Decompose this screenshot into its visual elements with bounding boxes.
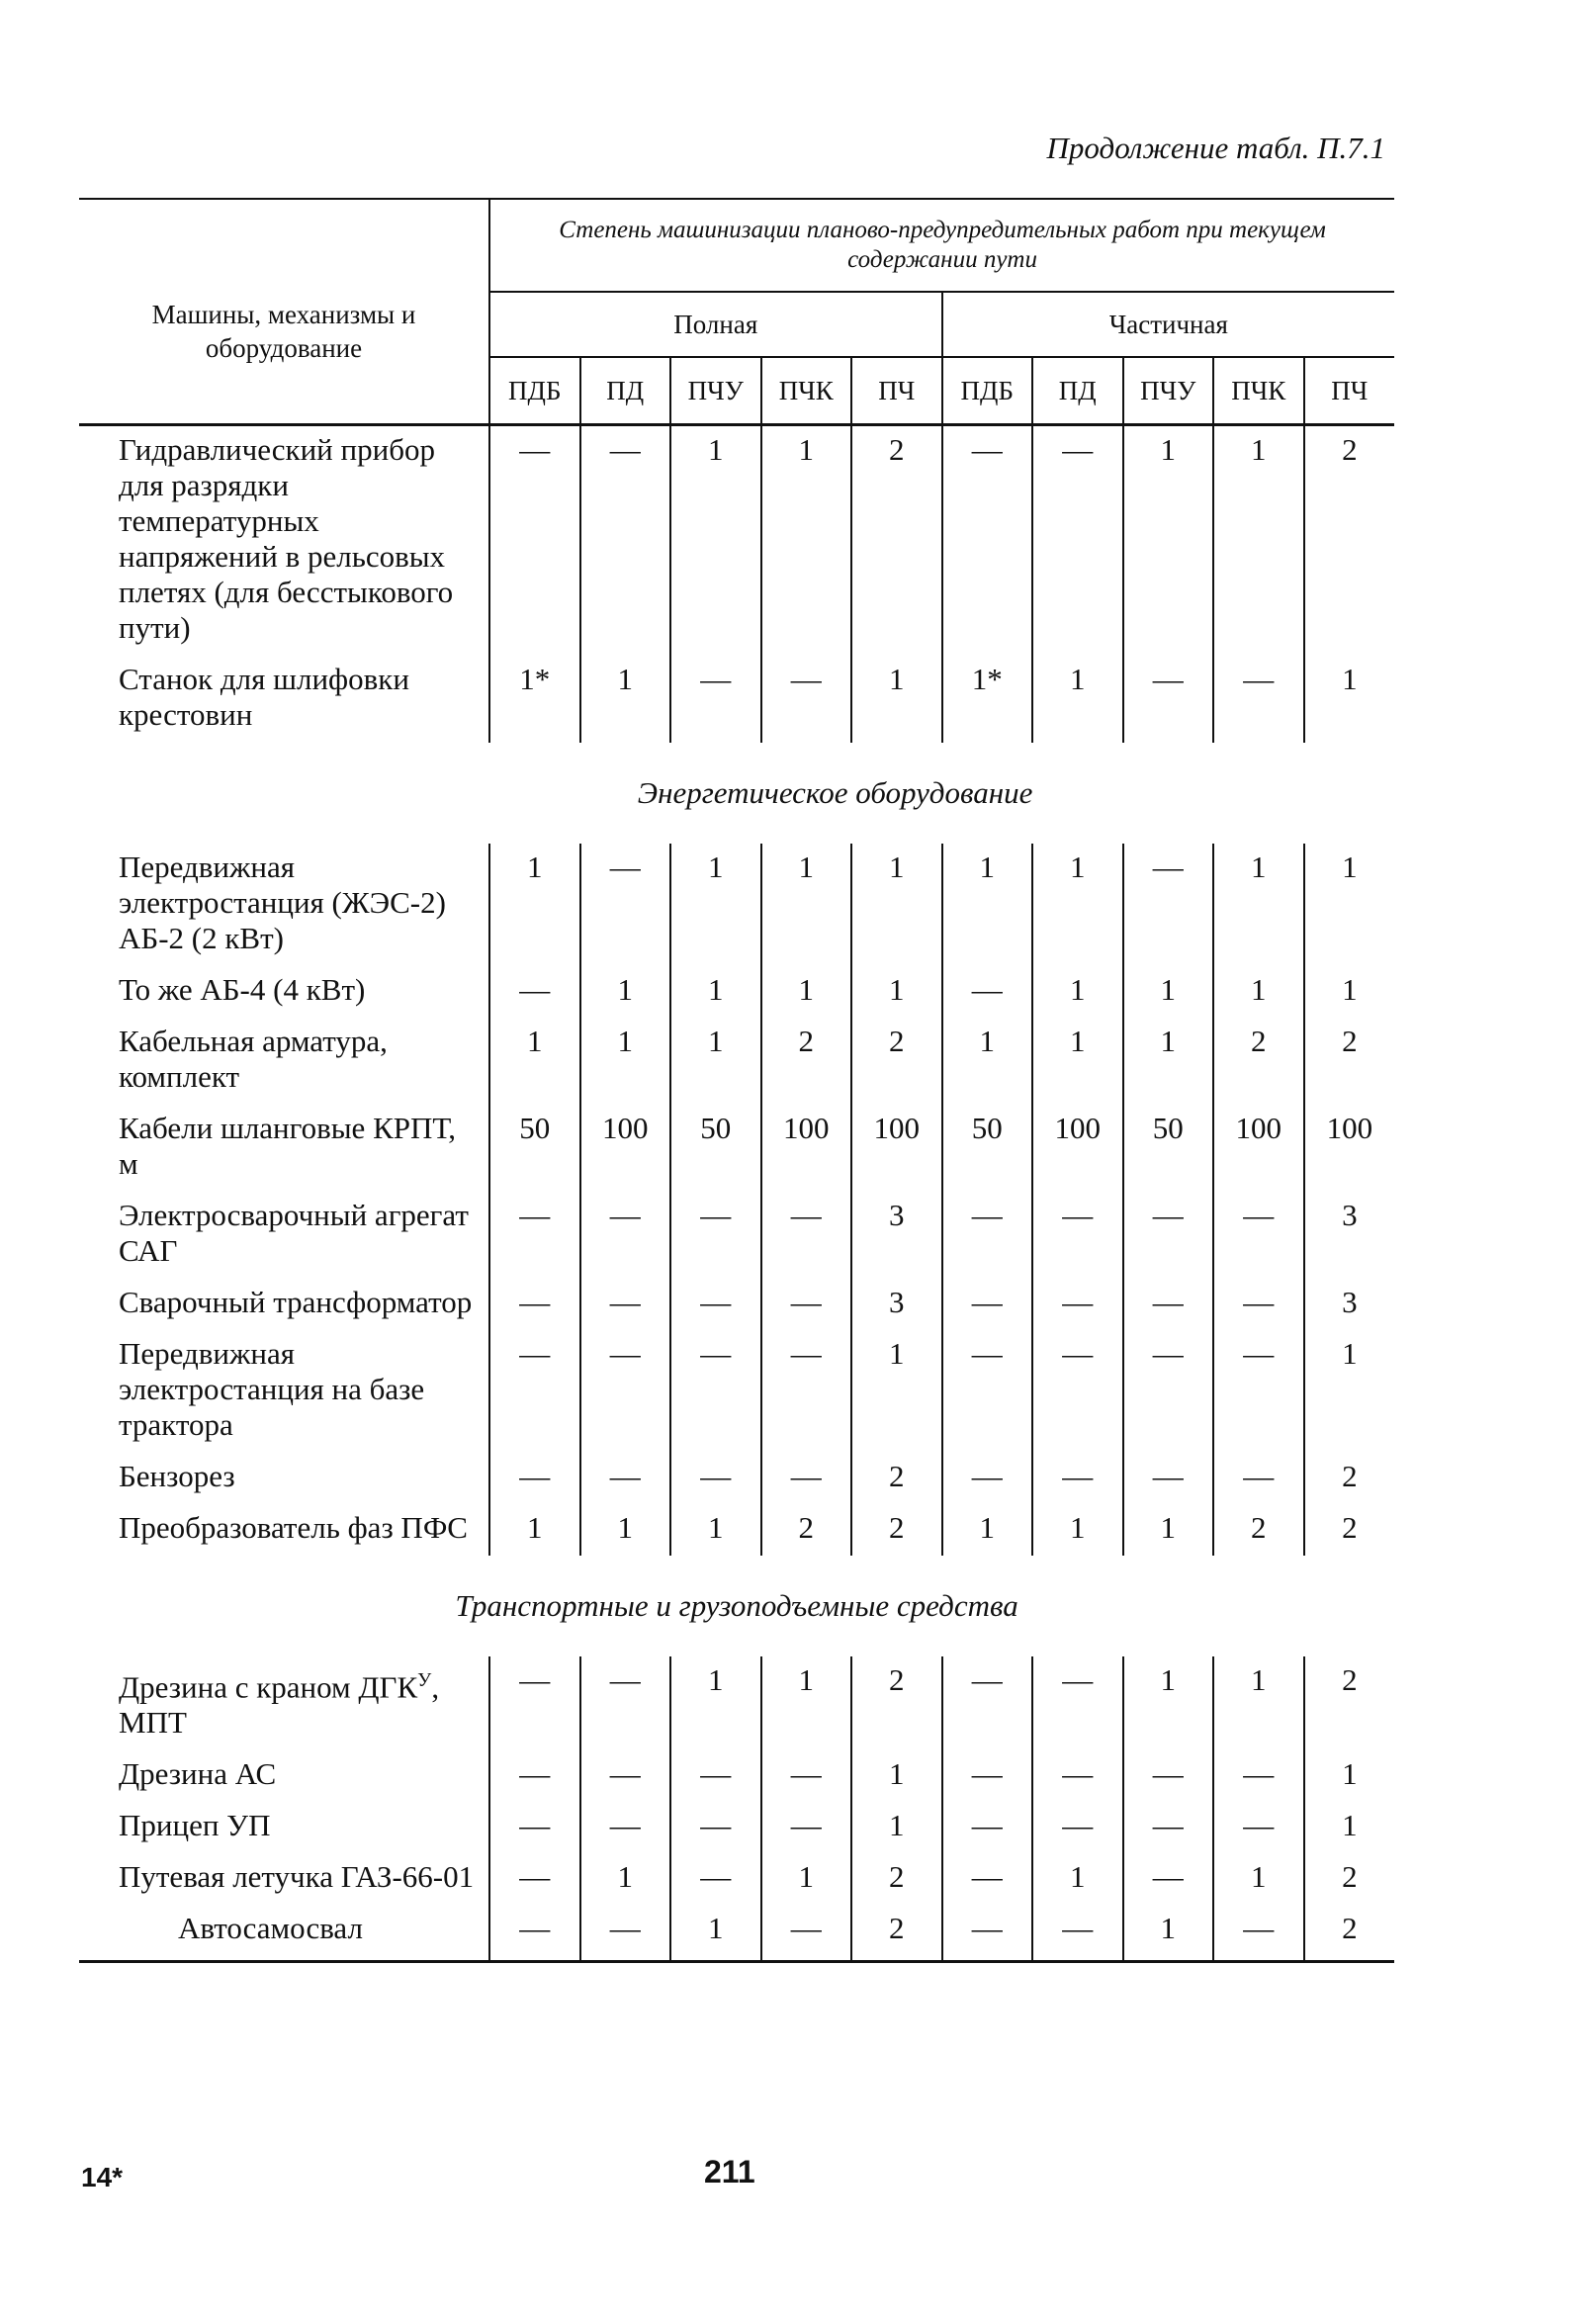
- cell-value: —: [580, 1802, 671, 1853]
- cell-value: —: [1123, 1750, 1214, 1802]
- row-name: Передвижная электростанция (ЖЭС-2) АБ-2 (2 кВт): [79, 844, 489, 966]
- cell-value: —: [670, 1750, 761, 1802]
- section-heading: Энергетическое оборудование: [637, 775, 1033, 810]
- page-number: 211: [704, 2154, 755, 2190]
- header-col: ПЧ: [1304, 357, 1395, 425]
- cell-value: 2: [1304, 1905, 1395, 1962]
- cell-value: —: [670, 1453, 761, 1504]
- cell-value: 1*: [489, 656, 580, 743]
- table-row: [79, 1018, 1394, 1105]
- row-name-superscript: У: [417, 1669, 432, 1691]
- cell-value: —: [1123, 1192, 1214, 1279]
- cell-value: 3: [851, 1192, 942, 1279]
- cell-value: 50: [942, 1105, 1033, 1192]
- cell-value: —: [580, 1453, 671, 1504]
- cell-value: —: [1213, 1905, 1304, 1962]
- cell-value: —: [942, 1750, 1033, 1802]
- cell-value: —: [1213, 1279, 1304, 1330]
- cell-value: —: [670, 1802, 761, 1853]
- row-name: Гидравлический прибор для разрядки температурных напряжений в рельсовых плетях (для бесстыкового пути): [79, 425, 489, 657]
- cell-value: 1: [489, 844, 580, 966]
- cell-value: 1: [1032, 1018, 1123, 1105]
- cell-value: 1: [851, 1802, 942, 1853]
- cell-value: —: [489, 425, 580, 657]
- footer-signature-mark: 14*: [81, 2162, 124, 2192]
- header-name-column: Машины, механизмы и оборудование: [79, 199, 489, 425]
- cell-value: 1: [670, 1656, 761, 1750]
- cell-value: —: [1123, 1330, 1214, 1453]
- cell-value: —: [761, 1192, 852, 1279]
- table-row: [79, 1802, 1394, 1853]
- cell-value: —: [489, 1853, 580, 1905]
- table-row: [79, 1330, 1394, 1453]
- cell-value: —: [1213, 656, 1304, 743]
- header-degree: Степень машинизации планово-предупредительных работ при текущем содержании пути: [489, 199, 1394, 292]
- cell-value: —: [761, 1802, 852, 1853]
- header-col: ПД: [1032, 357, 1123, 425]
- cell-value: 1: [580, 656, 671, 743]
- table-row: [79, 1905, 1394, 1962]
- cell-value: 1: [851, 1750, 942, 1802]
- cell-value: —: [1123, 1453, 1214, 1504]
- cell-value: —: [761, 656, 852, 743]
- cell-value: 1: [1213, 1853, 1304, 1905]
- cell-value: —: [1032, 1656, 1123, 1750]
- table-row: [79, 1853, 1394, 1905]
- table-row: [79, 1453, 1394, 1504]
- cell-value: 1: [761, 966, 852, 1018]
- cell-value: —: [1123, 1279, 1214, 1330]
- cell-value: 1: [580, 966, 671, 1018]
- cell-value: 2: [761, 1504, 852, 1556]
- cell-value: —: [1032, 425, 1123, 657]
- table-row: [79, 844, 1394, 966]
- row-name: Электросварочный агрегат САГ: [79, 1192, 489, 1279]
- cell-value: 1: [942, 844, 1033, 966]
- header-col: ПЧУ: [1123, 357, 1214, 425]
- cell-value: —: [1123, 1853, 1214, 1905]
- table-row: [79, 1105, 1394, 1192]
- cell-value: 1: [761, 1853, 852, 1905]
- cell-value: —: [942, 1656, 1033, 1750]
- cell-value: —: [670, 1279, 761, 1330]
- cell-value: —: [670, 1330, 761, 1453]
- cell-value: —: [580, 1905, 671, 1962]
- cell-value: 1: [1213, 1656, 1304, 1750]
- cell-value: —: [942, 1853, 1033, 1905]
- cell-value: 1: [1342, 972, 1358, 1007]
- cell-value: 1: [1342, 849, 1358, 884]
- row-name-text: Дрезина с краном ДГК: [119, 1669, 418, 1705]
- cell-value: 100: [1032, 1105, 1123, 1192]
- cell-value: 2: [851, 1853, 942, 1905]
- cell-value: —: [1032, 1453, 1123, 1504]
- cell-value: —: [942, 1279, 1033, 1330]
- cell-value: 2: [1342, 1510, 1358, 1545]
- header-col: ПЧК: [761, 357, 852, 425]
- table-row: [79, 1656, 1394, 1750]
- cell-value: —: [1123, 1802, 1214, 1853]
- cell-value: 1: [851, 1330, 942, 1453]
- cell-value: 1: [1123, 1018, 1214, 1105]
- cell-value: 2: [1342, 432, 1358, 467]
- cell-value: —: [942, 1802, 1033, 1853]
- header-col: ПДБ: [489, 357, 580, 425]
- cell-value: —: [1213, 1330, 1304, 1453]
- row-name: Прицеп УП: [79, 1802, 489, 1853]
- cell-value: 1: [761, 1656, 852, 1750]
- cell-value: 100: [1326, 1111, 1373, 1145]
- cell-value: 100: [580, 1105, 671, 1192]
- cell-value: 2: [851, 1656, 942, 1750]
- cell-value: 3: [851, 1279, 942, 1330]
- cell-value: —: [489, 1802, 580, 1853]
- row-name: [79, 1656, 489, 1750]
- row-name: Кабели шланговые КРПТ, м: [79, 1105, 489, 1192]
- cell-value: —: [670, 1853, 761, 1905]
- cell-value: 1: [1123, 1504, 1214, 1556]
- row-name: То же АБ-4 (4 кВт): [79, 966, 489, 1018]
- cell-value: 1: [1032, 656, 1123, 743]
- section-row: [79, 743, 1394, 844]
- cell-value: —: [942, 1905, 1033, 1962]
- cell-value: 50: [670, 1105, 761, 1192]
- cell-value: —: [580, 1279, 671, 1330]
- cell-value: —: [489, 1192, 580, 1279]
- cell-value: —: [670, 656, 761, 743]
- cell-value: 1: [1032, 966, 1123, 1018]
- cell-value: —: [761, 1330, 852, 1453]
- header-col: ПДБ: [942, 357, 1033, 425]
- cell-value: 3: [1342, 1285, 1358, 1319]
- cell-value: —: [942, 1330, 1033, 1453]
- cell-value: 1: [1213, 966, 1304, 1018]
- header-col: ПЧК: [1213, 357, 1304, 425]
- machinery-table: [79, 198, 1394, 1963]
- cell-value: —: [489, 1656, 580, 1750]
- cell-value: 1: [942, 1504, 1033, 1556]
- cell-value: 1: [670, 844, 761, 966]
- cell-value: 1: [670, 1905, 761, 1962]
- cell-value: —: [1213, 1750, 1304, 1802]
- table-body: [79, 425, 1394, 1962]
- table-row: [79, 1750, 1394, 1802]
- cell-value: 1: [670, 425, 761, 657]
- header-partial: Частичная: [942, 292, 1395, 357]
- table-caption: Продолжение табл. П.7.1: [1046, 131, 1385, 165]
- cell-value: 2: [1342, 1662, 1358, 1697]
- cell-value: 1: [1213, 844, 1304, 966]
- cell-value: —: [942, 1453, 1033, 1504]
- cell-value: —: [489, 1279, 580, 1330]
- cell-value: —: [1032, 1905, 1123, 1962]
- cell-value: —: [580, 1330, 671, 1453]
- cell-value: —: [489, 966, 580, 1018]
- cell-value: 1: [761, 844, 852, 966]
- table-row: [79, 966, 1394, 1018]
- cell-value: 100: [851, 1105, 942, 1192]
- section-row: [79, 1556, 1394, 1656]
- cell-value: 2: [851, 1504, 942, 1556]
- cell-value: —: [1032, 1802, 1123, 1853]
- header-col: ПЧУ: [670, 357, 761, 425]
- cell-value: —: [1032, 1330, 1123, 1453]
- cell-value: 2: [851, 1453, 942, 1504]
- cell-value: 1: [1032, 844, 1123, 966]
- row-name: Бензорез: [79, 1453, 489, 1504]
- cell-value: —: [489, 1905, 580, 1962]
- cell-value: 2: [1342, 1024, 1358, 1058]
- cell-value: —: [1032, 1279, 1123, 1330]
- cell-value: 50: [1123, 1105, 1214, 1192]
- cell-value: 2: [851, 1905, 942, 1962]
- cell-value: 1: [1213, 425, 1304, 657]
- section-heading: Транспортные и грузоподъемные средства: [455, 1588, 1018, 1623]
- cell-value: —: [1213, 1453, 1304, 1504]
- row-name: Преобразователь фаз ПФС: [79, 1504, 489, 1556]
- cell-value: 2: [761, 1018, 852, 1105]
- cell-value: —: [1123, 656, 1214, 743]
- cell-value: —: [670, 1192, 761, 1279]
- cell-value: 1: [489, 1504, 580, 1556]
- cell-value: 2: [1342, 1459, 1358, 1493]
- cell-value: 3: [1342, 1198, 1358, 1232]
- row-name: Автосамосвал: [79, 1905, 489, 1962]
- cell-value: 2: [851, 1018, 942, 1105]
- table-row: [79, 425, 1394, 657]
- cell-value: 2: [1213, 1018, 1304, 1105]
- cell-value: —: [580, 1750, 671, 1802]
- cell-value: —: [1032, 1192, 1123, 1279]
- cell-value: 1: [1032, 1853, 1123, 1905]
- row-name: Передвижная электростанция на базе трактора: [79, 1330, 489, 1453]
- header-col: ПД: [580, 357, 671, 425]
- row-name: Дрезина АС: [79, 1750, 489, 1802]
- cell-value: —: [580, 1192, 671, 1279]
- cell-value: 1: [851, 844, 942, 966]
- cell-value: —: [942, 425, 1033, 657]
- cell-value: 100: [761, 1105, 852, 1192]
- cell-value: 1: [1342, 662, 1358, 696]
- table-row: [79, 1279, 1394, 1330]
- cell-value: —: [761, 1279, 852, 1330]
- cell-value: 1: [1032, 1504, 1123, 1556]
- row-name: Сварочный трансформатор: [79, 1279, 489, 1330]
- cell-value: 1: [1123, 966, 1214, 1018]
- cell-value: 1: [670, 1018, 761, 1105]
- row-name: Путевая летучка ГАЗ-66-01: [79, 1853, 489, 1905]
- cell-value: 1: [670, 1504, 761, 1556]
- row-name: Кабельная арматура, комплект: [79, 1018, 489, 1105]
- cell-value: 1: [580, 1018, 671, 1105]
- cell-value: —: [1213, 1192, 1304, 1279]
- cell-value: 1: [1342, 1808, 1358, 1843]
- cell-value: 2: [1342, 1859, 1358, 1895]
- table-row: [79, 656, 1394, 743]
- cell-value: 100: [1213, 1105, 1304, 1192]
- cell-value: 1: [489, 1018, 580, 1105]
- cell-value: 1: [580, 1853, 671, 1905]
- cell-value: 50: [489, 1105, 580, 1192]
- cell-value: —: [1032, 1750, 1123, 1802]
- cell-value: —: [761, 1453, 852, 1504]
- cell-value: 1: [1123, 1905, 1214, 1962]
- row-name-tail: , МПТ: [119, 1669, 440, 1741]
- header-col: ПЧ: [851, 357, 942, 425]
- row-name: Станок для шлифовки крестовин: [79, 656, 489, 743]
- table-row: [79, 1192, 1394, 1279]
- cell-value: —: [489, 1750, 580, 1802]
- cell-value: 1: [580, 1504, 671, 1556]
- cell-value: 1: [942, 1018, 1033, 1105]
- cell-value: 1: [1342, 1756, 1358, 1792]
- cell-value: 1: [851, 656, 942, 743]
- cell-value: —: [942, 1192, 1033, 1279]
- cell-value: 1: [670, 966, 761, 1018]
- cell-value: 1: [1123, 1656, 1214, 1750]
- cell-value: —: [942, 966, 1033, 1018]
- cell-value: 1: [761, 425, 852, 657]
- cell-value: 1: [1123, 425, 1214, 657]
- cell-value: —: [761, 1750, 852, 1802]
- header-full: Полная: [489, 292, 942, 357]
- cell-value: 2: [1213, 1504, 1304, 1556]
- cell-value: —: [489, 1453, 580, 1504]
- table-row: [79, 1504, 1394, 1556]
- cell-value: —: [1123, 844, 1214, 966]
- cell-value: —: [489, 1330, 580, 1453]
- cell-value: —: [1213, 1802, 1304, 1853]
- cell-value: —: [580, 425, 671, 657]
- cell-value: —: [580, 1656, 671, 1750]
- cell-value: 2: [851, 425, 942, 657]
- cell-value: 1: [1342, 1336, 1358, 1371]
- cell-value: —: [761, 1905, 852, 1962]
- cell-value: —: [580, 844, 671, 966]
- cell-value: 1: [851, 966, 942, 1018]
- cell-value: 1*: [942, 656, 1033, 743]
